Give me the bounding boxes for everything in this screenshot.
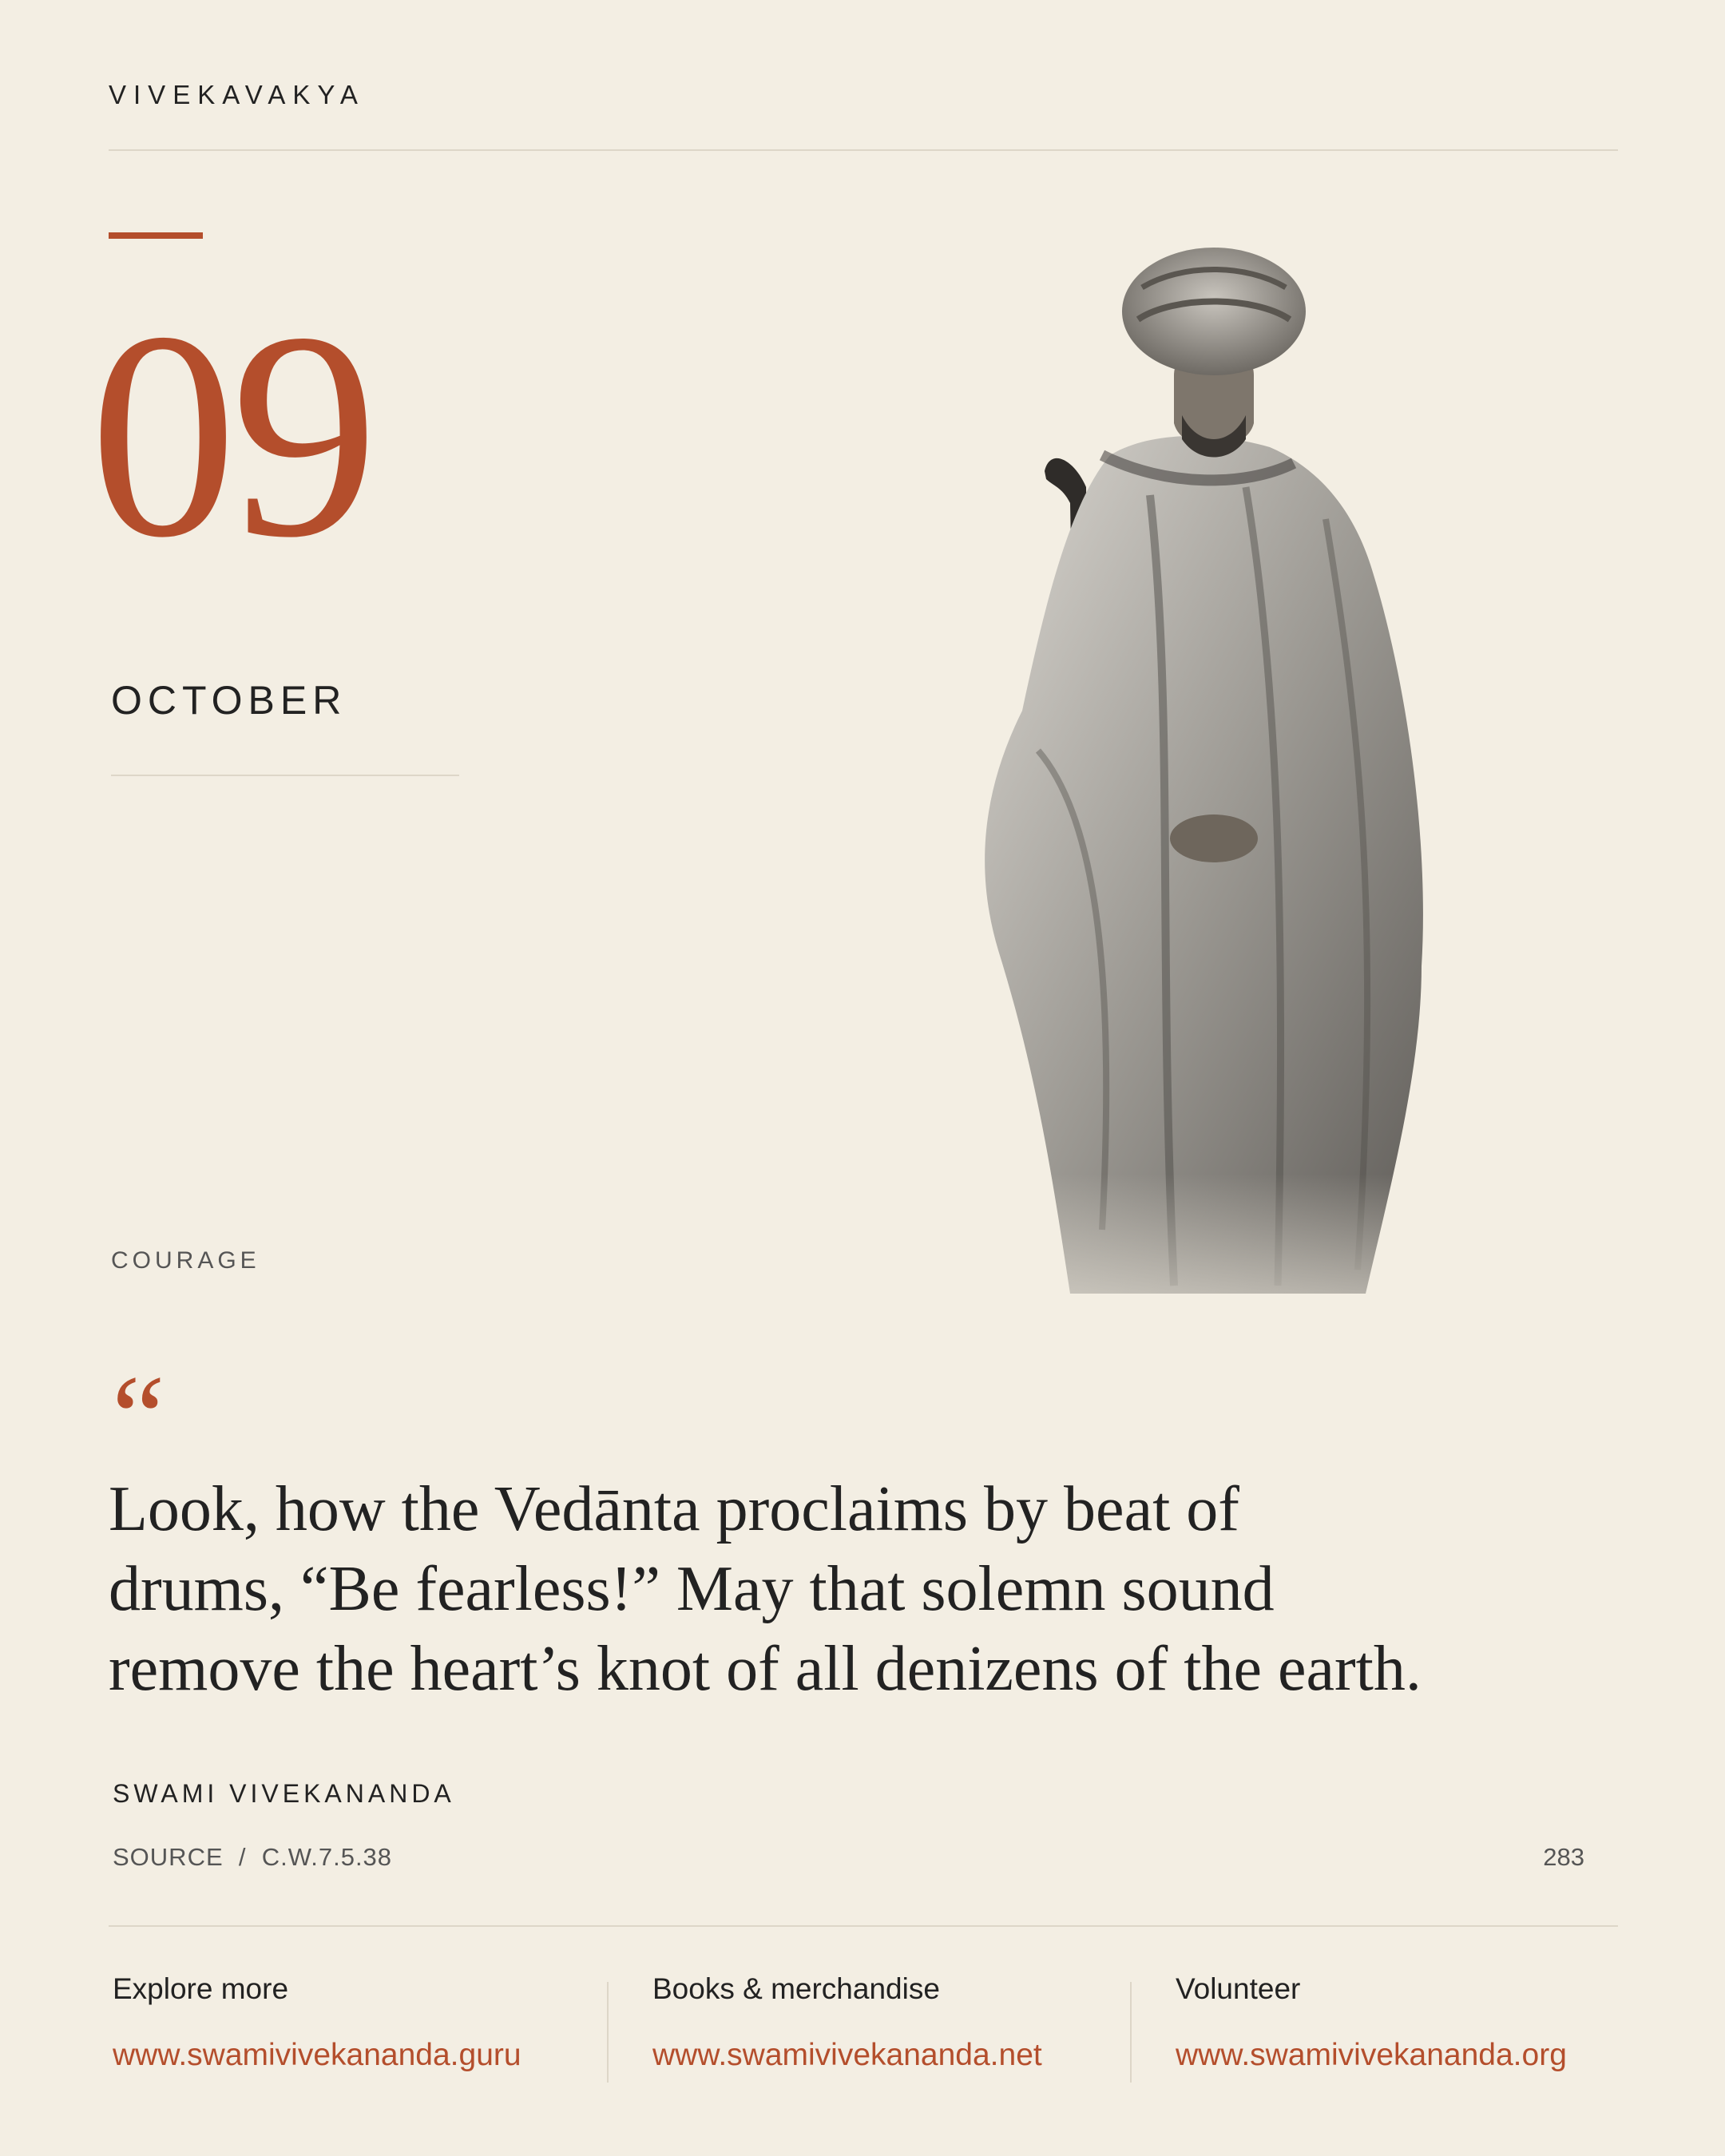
theme-label: COURAGE [111,1247,260,1274]
footer-link-net[interactable]: www.swamivivekananda.net [652,2038,1042,2072]
page-number: 283 [1543,1843,1584,1871]
brand-title: VIVEKAVAKYA [109,80,365,109]
header-divider [109,149,1618,151]
quote-line: remove the heart’s knot of all denizens of the earth. [109,1634,1422,1704]
portrait-image [910,232,1517,1389]
footer-column-explore [113,1972,521,2073]
date-day: 09 [89,271,372,599]
quote-line: Look, how the Vedānta proclaims by beat of [109,1474,1239,1544]
footer-separator [1130,1982,1132,2083]
footer-label: Explore more [113,1972,289,2005]
quote-mark-icon: “ [112,1351,165,1484]
footer-label: Books & merchandise [652,1972,940,2005]
quote-line: drums, “Be fearless!” May that solemn sound [109,1554,1275,1624]
quote-source: SOURCE / C.W.7.5.38 [113,1843,393,1871]
footer-column-volunteer [1176,1972,1567,2073]
quote-text [109,1469,1626,1709]
footer-link-guru[interactable]: www.swamivivekananda.guru [113,2038,521,2072]
footer-link-org[interactable]: www.swamivivekananda.org [1176,2038,1567,2072]
month-divider [111,775,459,776]
date-month: OCTOBER [111,678,347,723]
accent-dash [109,232,203,239]
footer-separator [607,1982,609,2083]
footer-column-books [652,1972,1042,2073]
footer-label: Volunteer [1176,1972,1301,2005]
quote-author: SWAMI VIVEKANANDA [113,1779,455,1808]
footer-divider [109,1925,1618,1927]
